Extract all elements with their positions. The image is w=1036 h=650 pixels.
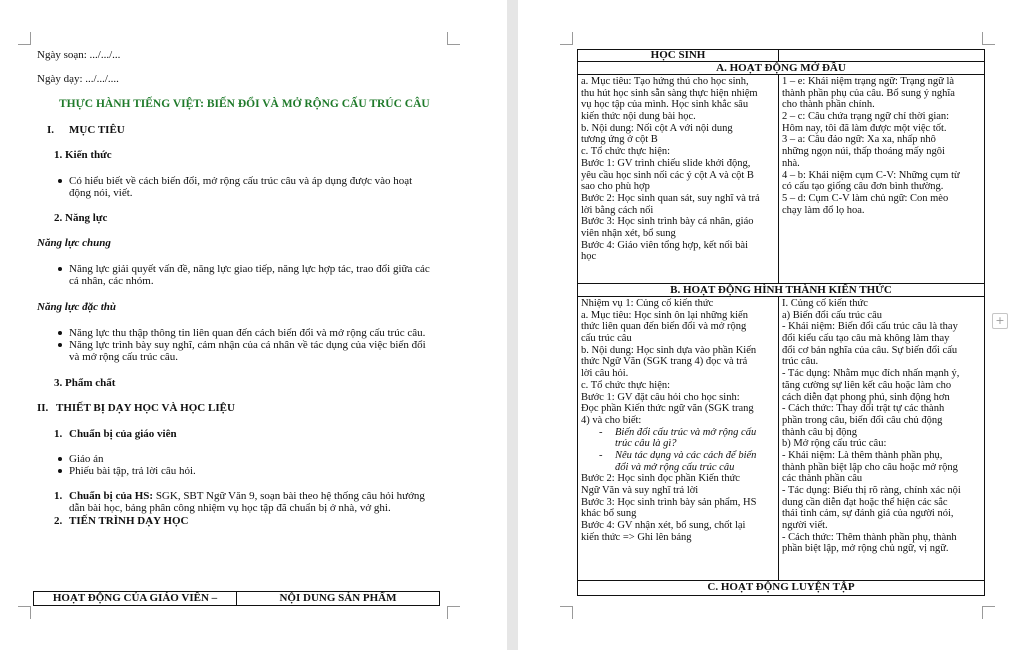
- subheading: 3. Phẩm chất: [54, 377, 116, 389]
- question-text: trúc câu là gì?: [615, 438, 677, 450]
- table-header-cell: HỌC SINH: [650, 49, 706, 61]
- section-header-row: [578, 62, 984, 75]
- cell-line: 4) và cho biết:: [581, 414, 642, 426]
- cell-line: những ngọn núi, thấp thoáng mấy ngôi: [782, 146, 945, 158]
- question-text: Nêu tác dụng và các cách để biến: [615, 449, 757, 461]
- cell-line: trúc câu.: [782, 356, 819, 368]
- paragraph-line: và mở rộng cấu trúc câu.: [69, 351, 179, 363]
- cell-line: sao cho phù hợp: [581, 181, 650, 193]
- cell-line: thành phần phụ của câu. Bổ sung ý nghĩa: [782, 87, 955, 99]
- section-heading: THIẾT BỊ DẠY HỌC VÀ HỌC LIỆU: [56, 402, 235, 414]
- cell-b-left: [581, 298, 756, 543]
- cell-line: I. Củng cố kiến thức: [782, 298, 868, 309]
- cell-line: đổi cơ bản nghĩa của câu. Sự biến đổi cấu: [782, 344, 958, 356]
- cell-a-right: [782, 76, 960, 216]
- bullet: [58, 469, 62, 473]
- list-item: Phiếu bài tập, trả lời câu hỏi.: [69, 465, 196, 477]
- cell-line: - Tác dụng: Biểu thị rõ ràng, chính xác nội: [782, 485, 961, 496]
- cell-line: tương ứng ở cột B: [581, 134, 658, 146]
- column-divider: [778, 75, 779, 284]
- cell-line: a. Mục tiêu: Học sinh ôn lại những kiến: [581, 309, 748, 321]
- cell-line: học: [581, 251, 597, 263]
- section-number: I.: [47, 124, 55, 136]
- subheading-italic: Năng lực đặc thù: [37, 301, 117, 313]
- paragraph-line: động nói, viết.: [69, 187, 133, 199]
- paragraph-line: Có hiểu biết về cách biến đổi, mở rộng cấu trúc câu và áp dụng được vào hoạt: [69, 175, 413, 187]
- cell-line: Bước 1: GV đặt câu hỏi cho học sinh:: [581, 391, 740, 403]
- paragraph-line: Năng lực trình bày suy nghĩ, cảm nhận của cá nhân về tác dụng của việc biến đổi: [69, 339, 426, 351]
- cell-line: b. Nội dung: Nối cột A với nội dung: [581, 122, 733, 134]
- cell-line: người viết.: [782, 520, 828, 532]
- cell-line: chạy làm đổ lọ hoa.: [782, 204, 865, 216]
- cell-b-left-questions: [581, 427, 756, 474]
- cell-line: 1 – e: Khái niệm trạng ngữ: Trạng ngữ là: [782, 76, 955, 87]
- bullet: [58, 179, 62, 183]
- cell-line: thu hút học sinh sẵn sàng thực hiện nhiệm: [581, 87, 758, 99]
- label-bold: Chuẩn bị của HS:: [69, 490, 154, 502]
- cell-line: Đọc phần Kiến thức ngữ văn (SGK trang: [581, 403, 754, 415]
- bullet: [58, 331, 62, 335]
- crop-mark: [18, 32, 31, 45]
- crop-mark: [447, 32, 460, 45]
- section-heading: MỤC TIÊU: [69, 124, 125, 136]
- section-header-row: [578, 581, 984, 594]
- question-line: [599, 462, 756, 474]
- cell-line: dung cần diễn đạt hoặc thể hiện các sắc: [782, 496, 948, 508]
- cell-line: - Khái niệm: Là thêm thành phần phụ,: [782, 449, 943, 461]
- cell-line: 5 – d: Cụm C-V làm chủ ngữ: Con mèo: [782, 192, 949, 204]
- cell-line: Ngữ Văn và suy nghĩ trả lời: [581, 485, 699, 496]
- cell-line: thái tình cảm, sự đánh giá của người nói,: [782, 508, 954, 520]
- dash-marker: -: [599, 449, 603, 461]
- cell-a-left: [581, 76, 760, 263]
- paragraph-line: cá nhân, các nhóm.: [69, 275, 154, 287]
- cell-line: a) Biến đổi cấu trúc câu: [782, 309, 882, 321]
- cell-line: b) Mở rộng cấu trúc câu:: [782, 438, 887, 450]
- bullet: [58, 457, 62, 461]
- list-number: 2.: [54, 515, 63, 527]
- cell-line: cấu trúc câu: [581, 333, 632, 345]
- document-page-left: [0, 0, 507, 650]
- cell-line: a. Mục tiêu: Tạo hứng thú cho học sinh,: [581, 76, 749, 87]
- cell-line: phần biệt lập, mở rộng chủ ngữ, vị ngữ.: [782, 543, 949, 555]
- question-line: [599, 450, 756, 462]
- table-header-cell: HOẠT ĐỘNG CỦA GIÁO VIÊN –: [52, 592, 218, 604]
- section-c-heading: C. HOẠT ĐỘNG LUYỆN TẬP: [707, 581, 855, 593]
- cell-b-left-bottom: [581, 473, 756, 543]
- cell-line: đổi kiểu cấu tạo câu mà không làm thay: [782, 333, 950, 345]
- table-row: [578, 50, 984, 62]
- crop-mark: [982, 606, 995, 619]
- cell-line: cho thành phần chính.: [782, 99, 875, 111]
- cell-line: Hôm nay, tôi đã làm được một việc tốt.: [782, 122, 947, 134]
- cell-line: vụ học tập của mình. Học sinh khắc sâu: [581, 99, 749, 111]
- cell-line: 2 – c: Câu chứa trạng ngữ chỉ thời gian:: [782, 111, 950, 123]
- cell-line: Bước 4: GV nhận xét, bổ sung, chốt lại: [581, 520, 746, 532]
- list-number: 1.: [54, 490, 63, 502]
- section-heading: TIẾN TRÌNH DẠY HỌC: [69, 515, 189, 527]
- document-page-right: [518, 0, 1036, 650]
- column-divider: [778, 297, 779, 581]
- bullet: [58, 343, 62, 347]
- activity-table: [577, 49, 985, 596]
- cell-line: - Khái niệm: Biến đổi cấu trúc câu là thay: [782, 321, 958, 333]
- subheading: 1. Kiến thức: [54, 149, 112, 161]
- cell-line: có cấu tạo giống câu đơn bình thường.: [782, 181, 944, 193]
- cell-b-right: [782, 298, 961, 555]
- cell-line: lời bằng cách nối: [581, 204, 654, 216]
- cell-line: kiến thức => Ghi lên bảng: [581, 531, 692, 543]
- cell-line: viên nhận xét, bổ sung: [581, 227, 676, 239]
- cell-line: Bước 1: GV trình chiếu slide khởi động,: [581, 157, 751, 169]
- cell-line: thức Ngữ Văn (SGK trang 4) đọc và trả: [581, 356, 748, 368]
- cell-line: c. Tổ chức thực hiện:: [581, 379, 671, 391]
- cell-line: - Cách thức: Thay đổi trật tự các thành: [782, 403, 945, 415]
- subheading: 2. Năng lực: [54, 212, 108, 224]
- cell-line: Bước 2: Học sinh đọc phần Kiến thức: [581, 473, 740, 485]
- crop-mark: [18, 606, 31, 619]
- cell-line: Bước 4: Giáo viên tổng hợp, kết nối bài: [581, 239, 748, 251]
- cell-line: nhà.: [782, 157, 800, 169]
- question-line: [599, 427, 756, 439]
- date-taught: Ngày dạy: .../.../....: [37, 73, 119, 85]
- list-item: Giáo án: [69, 453, 104, 465]
- bullet: [58, 267, 62, 271]
- cell-line: lời câu hỏi.: [581, 368, 629, 380]
- cell-line: 3 – a: Câu đảo ngữ: Xa xa, nhấp nhô: [782, 134, 936, 146]
- list-number: 1.: [54, 428, 63, 440]
- cell-line: khác bổ sung: [581, 508, 637, 520]
- section-b-heading: B. HOẠT ĐỘNG HÌNH THÀNH KIẾN THỨC: [670, 284, 892, 296]
- cell-b-left-top: [581, 298, 756, 427]
- paragraph-line: Năng lực giải quyết vấn đề, năng lực giao tiếp, năng lực hợp tác, trao đổi giữa các: [69, 263, 430, 275]
- question-text: Biến đổi cấu trúc và mở rộng cấu: [615, 426, 757, 438]
- date-prepared: Ngày soạn: .../.../...: [37, 49, 121, 61]
- subheading: Chuẩn bị của giáo viên: [69, 428, 177, 440]
- column-divider: [778, 50, 779, 62]
- cell-line: tăng cường sự liên kết câu hoặc làm cho: [782, 379, 952, 391]
- cell-line: - Cách thức: Thêm thành phần phụ, thành: [782, 531, 957, 543]
- cell-line: Bước 3: Học sinh trình bày cá nhân, giáo: [581, 216, 754, 228]
- section-a-heading: A. HOẠT ĐỘNG MỞ ĐẦU: [716, 62, 846, 74]
- cell-line: các thành phần câu: [782, 473, 863, 485]
- cell-line: Nhiệm vụ 1: Củng cố kiến thức: [581, 298, 714, 309]
- cell-line: kiến thức nội dung bài học.: [581, 111, 696, 123]
- paragraph-line: Năng lực thu thập thông tin liên quan đến cách biến đổi và mở rộng cấu trúc câu.: [69, 327, 426, 339]
- cell-line: thức liên quan đến biến đổi và mở rộng: [581, 321, 747, 333]
- question-line: [599, 438, 756, 450]
- cell-line: c. Tổ chức thực hiện:: [581, 146, 671, 158]
- cell-line: thành câu bị động: [782, 426, 857, 438]
- cell-line: - Tác dụng: Nhằm mục đích nhấn mạnh ý,: [782, 368, 960, 380]
- crop-mark: [560, 32, 573, 45]
- label-rest: SGK, SBT Ngữ Văn 9, soạn bài theo hệ thống câu hỏi hướng: [153, 490, 425, 502]
- question-text: đổi và mở rộng cấu trúc câu: [615, 461, 735, 473]
- paragraph-line: dẫn bài học, bảng phân công nhiệm vụ học tập đã chuẩn bị ở nhà, vở ghi.: [69, 502, 391, 514]
- table-header-cell: NỘI DUNG SẢN PHẨM: [236, 592, 439, 605]
- subheading-italic: Năng lực chung: [37, 237, 111, 249]
- cell-line: phần trong câu, biến đổi câu chủ động: [782, 414, 943, 426]
- paragraph-line: [69, 490, 425, 502]
- cell-line: cách diễn đạt phong phú, sinh động hơn: [782, 391, 950, 403]
- section-header-row: [578, 284, 984, 297]
- crop-mark: [560, 606, 573, 619]
- cell-line: yêu cầu học sinh nối các ý cột A và cột B: [581, 169, 754, 181]
- cell-line: thành phần biệt lập cho câu hoặc mở rộng: [782, 461, 958, 473]
- add-icon[interactable]: +: [992, 313, 1008, 329]
- crop-mark: [982, 32, 995, 45]
- cell-line: b. Nội dung: Học sinh dựa vào phần Kiến: [581, 344, 757, 356]
- cell-line: Bước 2: Học sinh quan sát, suy nghĩ và trả: [581, 192, 760, 204]
- lesson-title: THỰC HÀNH TIẾNG VIỆT: BIẾN ĐỔI VÀ MỞ RỘNG CẤU TRÚC CÂU: [59, 98, 430, 110]
- activity-table-header: [33, 591, 440, 606]
- cell-line: 4 – b: Khái niệm cụm C-V: Những cụm từ: [782, 169, 960, 181]
- dash-marker: -: [599, 426, 603, 438]
- crop-mark: [447, 606, 460, 619]
- section-number: II.: [37, 402, 49, 414]
- cell-line: Bước 3: Học sinh trình bày sản phẩm, HS: [581, 496, 757, 508]
